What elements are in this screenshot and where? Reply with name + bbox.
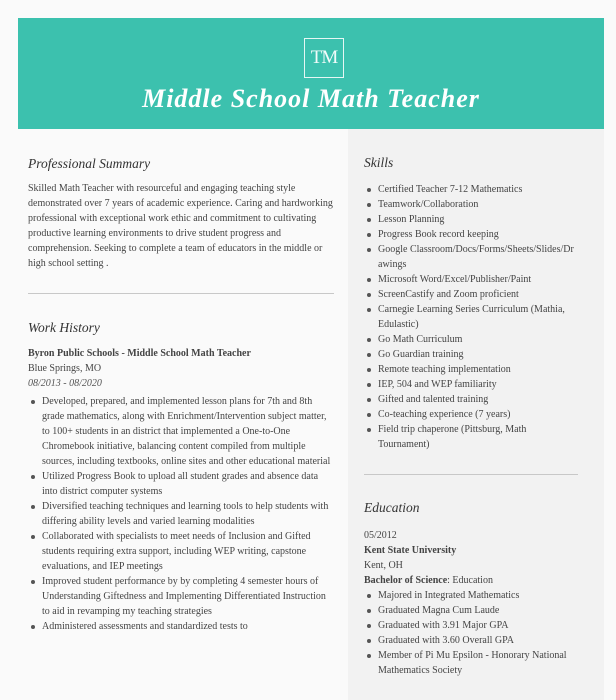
skill-item: Go Math Curriculum bbox=[378, 332, 578, 347]
left-column bbox=[28, 140, 334, 634]
skills-list bbox=[364, 182, 578, 452]
skill-item: IEP, 504 and WEP familiarity bbox=[378, 377, 578, 392]
education-date: 05/2012 bbox=[364, 530, 397, 541]
job-location: Blue Springs, MO bbox=[28, 363, 102, 374]
job-entry bbox=[28, 346, 334, 634]
degree-field: : Education bbox=[447, 575, 493, 586]
education-bullet: Majored in Integrated Mathematics bbox=[378, 588, 578, 603]
job-bullet: Developed, prepared, and implemented lesson plans for 7th and 8th grade mathematics, along with Enrichment/Intervention subject matter, to 100+ students in an district that implemented a One-to-One Chromebook initiative, balancing content compiled from multiple sources, including textbooks, online sites and other educational material bbox=[42, 394, 334, 469]
resume-title: Middle School Math Teacher bbox=[142, 84, 480, 113]
skill-item: Teamwork/Collaboration bbox=[378, 197, 578, 212]
job-bullets bbox=[28, 394, 334, 634]
skill-item: Remote teaching implementation bbox=[378, 362, 578, 377]
skill-item: ScreenCastify and Zoom proficient bbox=[378, 287, 578, 302]
skills-heading: Skills bbox=[364, 155, 394, 170]
degree-label: Bachelor of Science bbox=[364, 575, 448, 586]
work-history-heading: Work History bbox=[28, 320, 100, 335]
right-column bbox=[348, 129, 604, 700]
skill-item: Field trip chaperone (Pittsburg, Math Tournament) bbox=[378, 422, 578, 452]
skill-item: Carnegie Learning Series Curriculum (Mathia, Edulastic) bbox=[378, 302, 578, 332]
skill-item: Certified Teacher 7-12 Mathematics bbox=[378, 182, 578, 197]
job-bullet: Administered assessments and standardized tests to bbox=[42, 619, 334, 634]
job-bullet: Collaborated with specialists to meet needs of Inclusion and Gifted students requiring extra support, including WEP writing, capstone evaluations, and IEP meetings bbox=[42, 529, 334, 574]
job-bullet: Improved student performance by by completing 4 semester hours of Understanding Giftedness and Implementing Differentiated Instruction to aid in revamping my teaching strategies bbox=[42, 574, 334, 619]
skill-item: Gifted and talented training bbox=[378, 392, 578, 407]
skill-item: Lesson Planning bbox=[378, 212, 578, 227]
skill-item: Co-teaching experience (7 years) bbox=[378, 407, 578, 422]
education-bullet: Graduated Magna Cum Laude bbox=[378, 603, 578, 618]
monogram-badge: TM bbox=[304, 38, 344, 78]
summary-text: Skilled Math Teacher with resourceful and engaging teaching style demonstrated over 7 years of academic experience. Caring and hardworking professional with exceptional work ethic and commitment to cultivating productive learning environments to drive student progress and comprehension. Seeking to complete a team of educators in the middle or high school setting . bbox=[28, 183, 333, 269]
summary-heading: Professional Summary bbox=[28, 156, 151, 171]
skill-item: Google Classroom/Docs/Forms/Sheets/Slides/Drawings bbox=[378, 242, 578, 272]
section-divider bbox=[28, 293, 334, 294]
education-school: Kent State University bbox=[364, 545, 457, 556]
job-title: Byron Public Schools - Middle School Math Teacher bbox=[28, 348, 251, 359]
section-divider bbox=[364, 474, 578, 475]
job-dates: 08/2013 - 08/2020 bbox=[28, 378, 102, 389]
job-bullet: Diversified teaching techniques and learning tools to help students with differing ability levels and varied learning modalities bbox=[42, 499, 334, 529]
education-bullet: Member of Pi Mu Epsilon - Honorary National Mathematics Society bbox=[378, 648, 578, 678]
skill-item: Progress Book record keeping bbox=[378, 227, 578, 242]
skill-item: Go Guardian training bbox=[378, 347, 578, 362]
education-bullet: Graduated with 3.91 Major GPA bbox=[378, 618, 578, 633]
education-bullet: Graduated with 3.60 Overall GPA bbox=[378, 633, 578, 648]
education-heading: Education bbox=[364, 500, 420, 515]
education-degree bbox=[364, 573, 578, 588]
skill-item: Microsoft Word/Excel/Publisher/Paint bbox=[378, 272, 578, 287]
resume-header bbox=[18, 18, 604, 129]
education-location: Kent, OH bbox=[364, 560, 403, 571]
job-bullet: Utilized Progress Book to upload all student grades and absence data into district computer systems bbox=[42, 469, 334, 499]
education-bullets bbox=[364, 588, 578, 678]
